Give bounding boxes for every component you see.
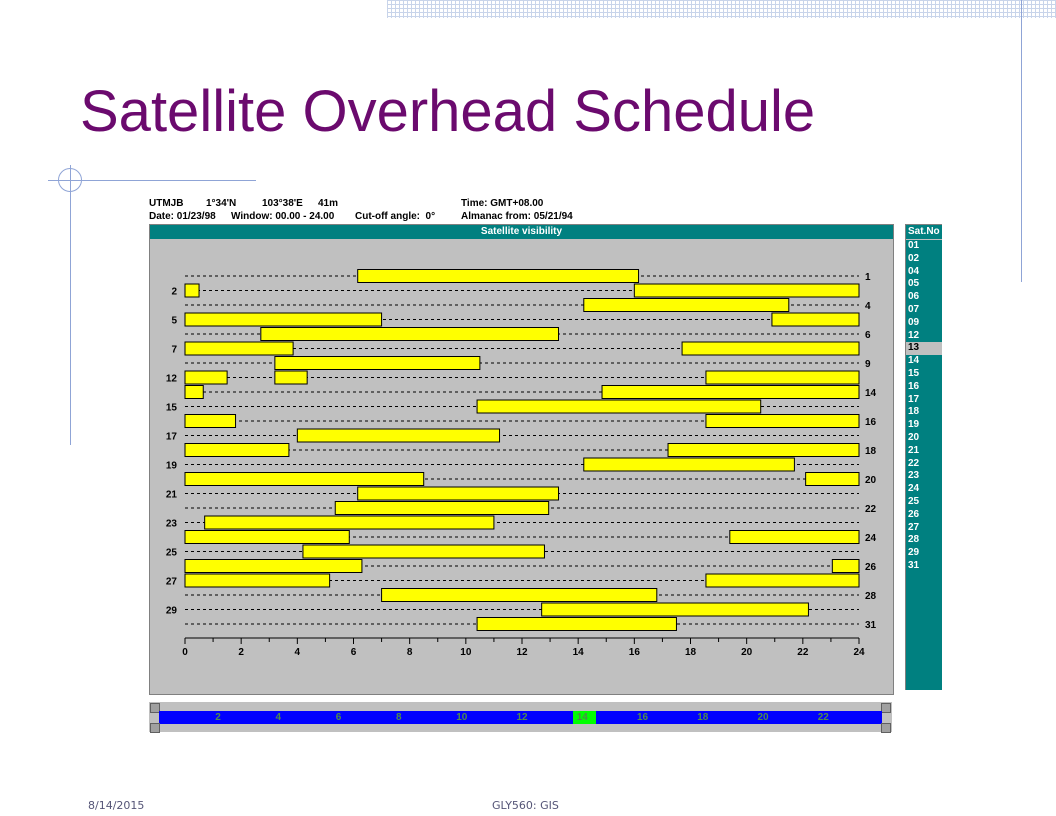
satellite-list-item[interactable]: 21 <box>908 444 920 456</box>
visibility-bar <box>275 371 307 384</box>
scroll-tick-label: 4 <box>275 712 282 723</box>
visibility-bar <box>275 357 480 370</box>
visibility-bar <box>634 284 859 297</box>
visibility-bar <box>185 444 289 457</box>
satellite-list-header: Sat.No <box>906 225 942 239</box>
scroll-tick-label: 18 <box>697 712 709 723</box>
visibility-chart <box>150 225 893 694</box>
row-label-left: 21 <box>165 489 177 501</box>
row-label-right: 31 <box>865 620 877 631</box>
station-latitude: 1°34'N <box>206 198 237 209</box>
scroll-tick-label: 16 <box>637 712 649 723</box>
visibility-bar <box>185 531 349 544</box>
visibility-bar <box>806 473 859 486</box>
satellite-list-item[interactable]: 27 <box>908 521 920 533</box>
row-label-right: 9 <box>865 359 871 370</box>
visibility-bar <box>185 415 236 428</box>
visibility-bar <box>185 313 382 326</box>
row-label-left: 23 <box>165 518 177 530</box>
satellite-list-item[interactable]: 15 <box>908 368 920 379</box>
satellite-list-panel <box>905 224 942 690</box>
visibility-bar <box>185 473 424 486</box>
satellite-list-item[interactable]: 14 <box>908 355 920 367</box>
visibility-bar <box>477 618 676 631</box>
visibility-bar <box>832 560 859 573</box>
satellite-list-item[interactable]: 09 <box>908 316 920 328</box>
x-tick-label: 22 <box>797 647 809 658</box>
satellite-list-item[interactable]: 12 <box>908 329 920 341</box>
scroll-tick-label: 22 <box>817 712 829 723</box>
visibility-bar <box>185 574 330 587</box>
station-longitude: 103°38'E <box>262 198 303 209</box>
visibility-bar <box>261 328 559 341</box>
scroll-left-button-bottom[interactable] <box>150 723 160 733</box>
x-tick-label: 6 <box>350 647 357 658</box>
row-label-right: 6 <box>865 330 871 341</box>
decorative-grid-pattern <box>387 0 1056 18</box>
row-label-right: 20 <box>865 475 877 486</box>
x-tick-label: 4 <box>294 647 301 658</box>
visibility-bar <box>668 444 859 457</box>
satellite-list-item[interactable]: 20 <box>908 432 920 443</box>
cutoff-angle: Cut-off angle: 0° <box>355 211 436 222</box>
row-label-right: 24 <box>865 533 877 544</box>
satellite-visibility-window <box>149 224 894 695</box>
x-tick-label: 24 <box>853 647 865 658</box>
satellite-list-item[interactable]: 04 <box>908 265 920 277</box>
satellite-list-item[interactable]: 17 <box>908 393 920 405</box>
satellite-list-item[interactable]: 01 <box>908 240 920 251</box>
row-label-left: 27 <box>165 576 177 588</box>
time-scroll-track[interactable] <box>159 711 882 724</box>
satellite-list-item[interactable]: 13 <box>906 342 942 355</box>
date-value: Date: 01/23/98 <box>149 211 216 222</box>
time-zone: Time: GMT+08.00 <box>461 198 544 209</box>
visibility-bar <box>682 342 859 355</box>
time-window: Window: 00.00 - 24.00 <box>231 211 335 222</box>
visibility-bar <box>706 371 859 384</box>
visibility-bar <box>185 371 227 384</box>
visibility-bar <box>542 603 809 616</box>
almanac-date: Almanac from: 05/21/94 <box>461 211 573 222</box>
row-label-right: 1 <box>865 272 871 283</box>
scroll-right-button-top[interactable] <box>881 703 891 713</box>
visibility-bar <box>477 400 761 413</box>
x-tick-label: 10 <box>460 647 472 658</box>
row-label-right: 4 <box>865 301 871 312</box>
satellite-list-item[interactable]: 26 <box>908 508 920 520</box>
satellite-list-item[interactable]: 24 <box>908 483 920 495</box>
row-label-left: 5 <box>171 315 177 327</box>
visibility-bar <box>185 560 362 573</box>
row-label-left: 29 <box>165 605 177 617</box>
row-label-left: 7 <box>171 344 177 356</box>
visibility-bar <box>602 386 859 399</box>
satellite-list[interactable] <box>906 240 942 690</box>
visibility-bar <box>382 589 657 602</box>
visibility-bar <box>358 270 639 283</box>
satellite-list-item[interactable]: 29 <box>908 547 920 559</box>
row-label-right: 14 <box>865 388 877 399</box>
visibility-bar <box>335 502 548 515</box>
decorative-circle <box>58 168 82 192</box>
row-label-right: 16 <box>865 417 877 428</box>
satellite-list-item[interactable]: 19 <box>908 419 920 431</box>
visibility-bar <box>706 415 859 428</box>
x-tick-label: 2 <box>238 647 244 658</box>
scroll-tick-label: 14 <box>576 712 588 723</box>
decorative-line <box>70 165 71 445</box>
row-label-left: 25 <box>165 547 177 559</box>
satellite-list-item[interactable]: 28 <box>908 534 920 546</box>
x-tick-label: 0 <box>182 647 188 658</box>
row-label-right: 26 <box>865 562 877 573</box>
visibility-bar <box>584 458 795 471</box>
satellite-list-item[interactable]: 25 <box>908 496 920 507</box>
visibility-bar <box>185 386 203 399</box>
satellite-list-item[interactable]: 18 <box>908 406 920 418</box>
x-tick-label: 16 <box>628 647 640 658</box>
x-tick-label: 20 <box>741 647 753 658</box>
x-tick-label: 12 <box>516 647 528 658</box>
satellite-list-item[interactable]: 02 <box>908 252 920 264</box>
scroll-tick-label: 2 <box>215 712 221 723</box>
time-scrollbar[interactable] <box>149 702 892 732</box>
visibility-bar <box>185 342 293 355</box>
x-tick-label: 8 <box>406 647 413 658</box>
visibility-bar <box>297 429 499 442</box>
visibility-bar <box>772 313 859 326</box>
visibility-bar <box>185 284 199 297</box>
slide-title: Satellite Overhead Schedule <box>80 79 816 144</box>
visibility-bar <box>303 545 545 558</box>
visibility-bar <box>706 574 859 587</box>
satellite-list-item[interactable]: 05 <box>908 278 920 290</box>
visibility-bar <box>205 516 494 529</box>
station-name: UTMJB <box>149 198 184 209</box>
x-tick-label: 18 <box>684 647 697 658</box>
satellite-list-item[interactable]: 23 <box>908 470 920 482</box>
row-label-left: 17 <box>165 431 177 443</box>
station-height: 41m <box>318 198 339 209</box>
footer-course: GLY560: GIS <box>492 799 559 812</box>
window-title: Satellite visibility <box>150 225 893 239</box>
satellite-list-item[interactable]: 07 <box>908 304 920 315</box>
row-label-right: 18 <box>865 446 877 457</box>
satellite-list-item[interactable]: 31 <box>908 560 920 571</box>
row-label-left: 2 <box>171 286 177 298</box>
visibility-bar <box>358 487 559 500</box>
row-label-left: 15 <box>165 402 177 414</box>
x-tick-label: 14 <box>572 647 584 658</box>
row-label-right: 28 <box>865 591 877 602</box>
scroll-tick-label: 6 <box>335 712 342 723</box>
row-label-left: 19 <box>165 460 177 472</box>
row-label-left: 12 <box>165 373 177 385</box>
scroll-tick-label: 12 <box>516 712 528 723</box>
row-label-right: 22 <box>865 504 877 515</box>
visibility-bar <box>584 299 789 312</box>
visibility-bar <box>730 531 859 544</box>
satellite-list-item[interactable]: 16 <box>908 380 920 392</box>
footer-date: 8/14/2015 <box>88 799 145 812</box>
satellite-list-item[interactable]: 22 <box>908 457 920 469</box>
scroll-tick-label: 10 <box>456 712 468 723</box>
satellite-list-item[interactable]: 06 <box>908 291 920 303</box>
scroll-right-button-bottom[interactable] <box>881 723 891 733</box>
scroll-tick-label: 20 <box>757 712 769 723</box>
scroll-tick-label: 8 <box>396 712 402 723</box>
decorative-line <box>1021 0 1022 282</box>
